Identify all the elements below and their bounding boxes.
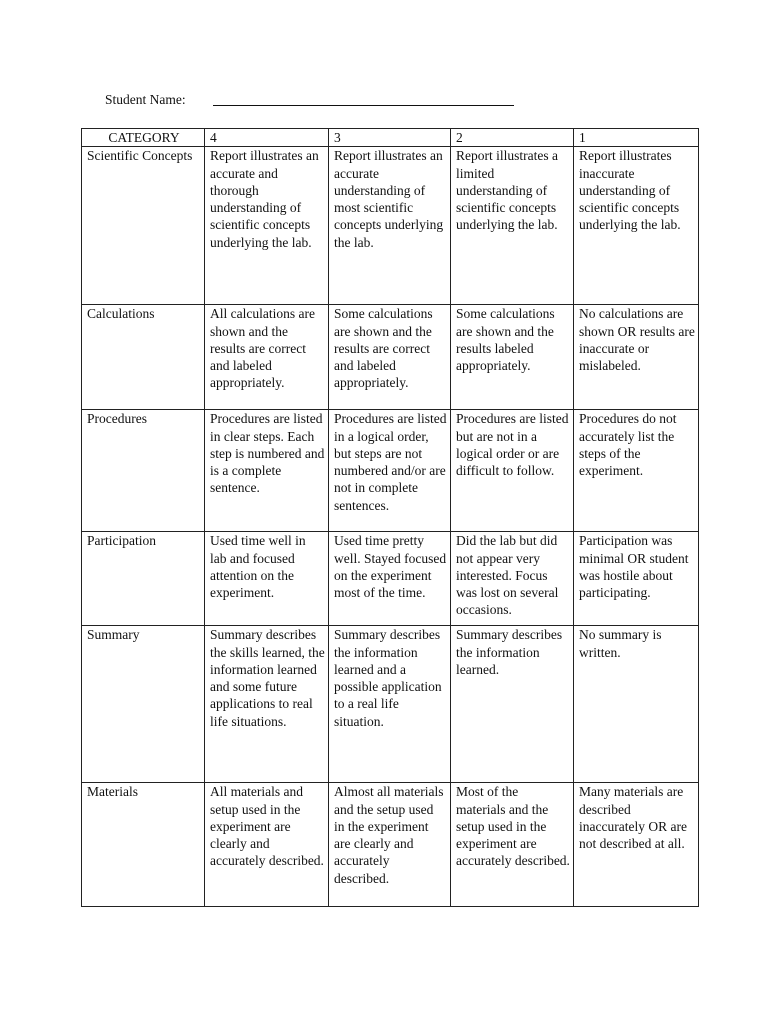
criteria-cell-3: Procedures are listed in a logical order, but steps are not numbered and/or are not in complete sentences.: [329, 410, 451, 532]
criteria-cell-2: Procedures are listed but are not in a logical order or are difficult to follow.: [451, 410, 574, 532]
criteria-cell-3: Report illustrates an accurate understanding of most scientific concepts underlying the lab.: [329, 147, 451, 305]
criteria-cell-4: All calculations are shown and the results are correct and labeled appropriately.: [205, 305, 329, 410]
rubric-row-summary: [82, 626, 699, 783]
header-score-2: 2: [451, 129, 574, 147]
student-name-label: Student Name:: [105, 92, 186, 107]
criteria-cell-3: Some calculations are shown and the results are correct and labeled appropriately.: [329, 305, 451, 410]
criteria-cell-1: No summary is written.: [574, 626, 699, 783]
criteria-cell-1: Report illustrates inaccurate understanding of scientific concepts underlying the lab.: [574, 147, 699, 305]
criteria-cell-1: Participation was minimal OR student was hostile about participating.: [574, 532, 699, 626]
criteria-cell-2: Some calculations are shown and the results labeled appropriately.: [451, 305, 574, 410]
category-cell: Summary: [82, 626, 205, 783]
header-score-4: 4: [205, 129, 329, 147]
category-cell: Materials: [82, 783, 205, 907]
criteria-cell-4: Procedures are listed in clear steps. Each step is numbered and is a complete sentence.: [205, 410, 329, 532]
category-cell: Calculations: [82, 305, 205, 410]
rubric-row-procedures: [82, 410, 699, 532]
criteria-cell-4: Summary describes the skills learned, the information learned and some future applications to real life situations.: [205, 626, 329, 783]
criteria-cell-4: All materials and setup used in the experiment are clearly and accurately described.: [205, 783, 329, 907]
rubric-table: [81, 128, 699, 907]
criteria-cell-2: Summary describes the information learned.: [451, 626, 574, 783]
category-cell: Procedures: [82, 410, 205, 532]
criteria-cell-4: Report illustrates an accurate and thorough understanding of scientific concepts underlying the lab.: [205, 147, 329, 305]
criteria-cell-1: Procedures do not accurately list the steps of the experiment.: [574, 410, 699, 532]
criteria-cell-2: Most of the materials and the setup used in the experiment are accurately described.: [451, 783, 574, 907]
criteria-cell-2: Report illustrates a limited understanding of scientific concepts underlying the lab.: [451, 147, 574, 305]
criteria-cell-3: Almost all materials and the setup used in the experiment are clearly and accurately described.: [329, 783, 451, 907]
rubric-row-scientific-concepts: [82, 147, 699, 305]
student-name-blank: [213, 105, 514, 106]
header-category: CATEGORY: [82, 129, 205, 147]
criteria-cell-2: Did the lab but did not appear very interested. Focus was lost on several occasions.: [451, 532, 574, 626]
rubric-row-participation: [82, 532, 699, 626]
criteria-cell-4: Used time well in lab and focused attention on the experiment.: [205, 532, 329, 626]
criteria-cell-3: Summary describes the information learned and a possible application to a real life situation.: [329, 626, 451, 783]
category-cell: Participation: [82, 532, 205, 626]
criteria-cell-1: Many materials are described inaccurately OR are not described at all.: [574, 783, 699, 907]
header-row: [82, 129, 699, 147]
category-cell: Scientific Concepts: [82, 147, 205, 305]
header-score-3: 3: [329, 129, 451, 147]
header-score-1: 1: [574, 129, 699, 147]
rubric-row-calculations: [82, 305, 699, 410]
rubric-row-materials: [82, 783, 699, 907]
criteria-cell-3: Used time pretty well. Stayed focused on the experiment most of the time.: [329, 532, 451, 626]
criteria-cell-1: No calculations are shown OR results are inaccurate or mislabeled.: [574, 305, 699, 410]
